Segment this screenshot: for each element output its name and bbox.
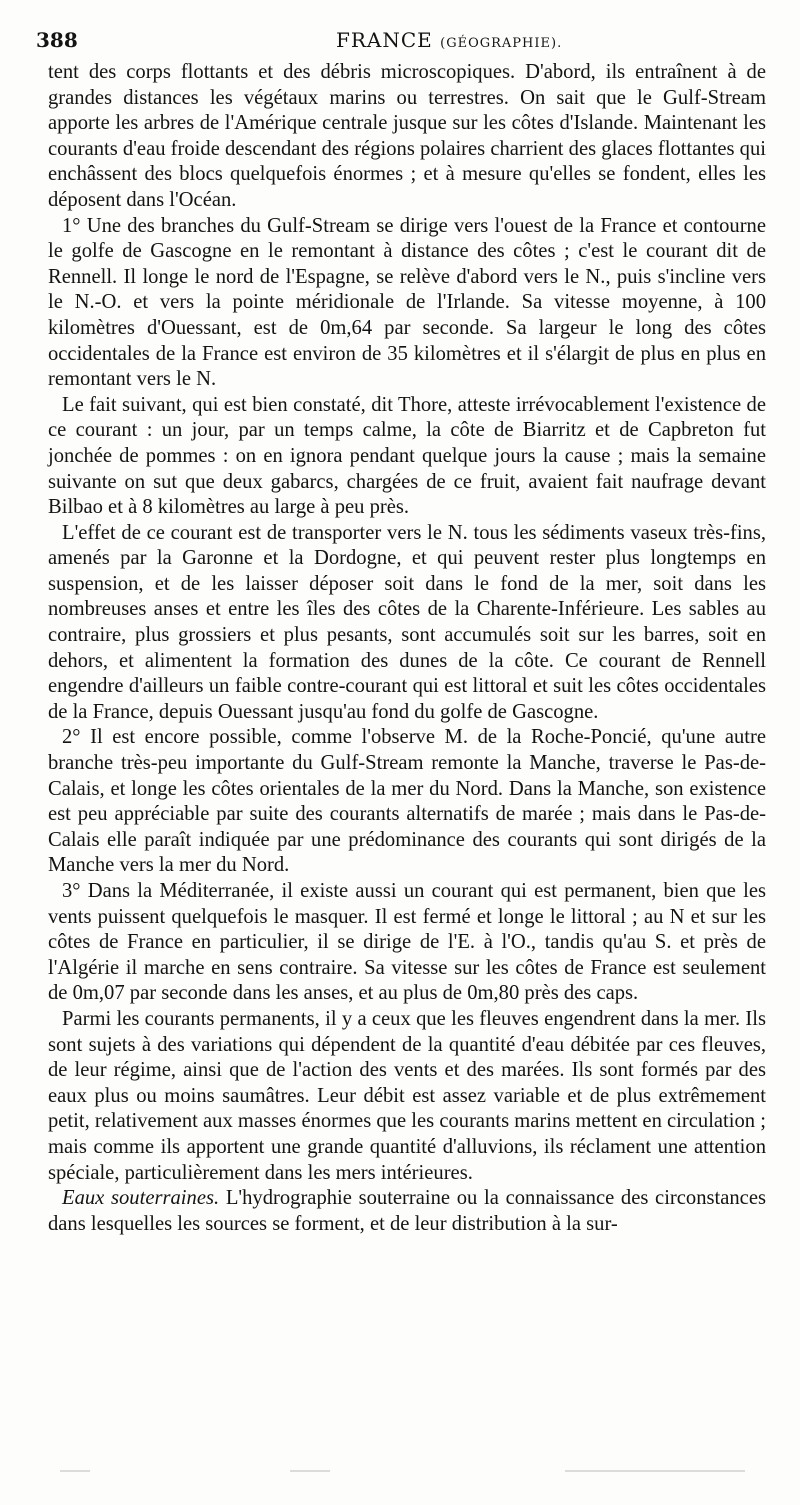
paragraph: tent des corps flottants et des débris microscopiques. D'abord, ils entraînent à de grandes distances les végétaux marins ou terrestres. On sait que le Gulf-Stream apporte les arbres de l'Amérique centrale jusque sur les côtes d'Islande. Maintenant les courants d'eau froide descendant des régions polaires charrient des glaces flottantes qui enchâssent des blocs quelquefois énormes ; et à mesure qu'elles se fondent, elles les déposent dans l'Océan. xyxy=(48,61,766,211)
scan-artifact xyxy=(60,1470,90,1472)
page-header xyxy=(36,28,766,58)
page-number: 388 xyxy=(36,28,78,52)
scan-artifact xyxy=(565,1470,745,1472)
page-body xyxy=(48,60,766,1237)
running-title-main: FRANCE xyxy=(336,28,433,52)
paragraph-text: L'hydrographie souterraine ou la connaissance des circonstances dans lesquelles les sources se forment, et de leur distribution à la sur- xyxy=(48,1187,766,1235)
paragraph: Le fait suivant, qui est bien constaté, dit Thore, atteste irrévocablement l'existence de ce courant : un jour, par un temps calme, la côte de Biarritz et de Capbreton fut jonchée de pommes : on en ignora pendant quelque jours la cause ; mais la semaine suivante on sut que deux gabarcs, chargées de ce fruit, avaient fait naufrage devant Bilbao et à 8 kilomètres au large à peu près. xyxy=(48,393,766,519)
paragraph-eaux-souterraines xyxy=(48,1186,766,1237)
section-lead: Eaux souterraines. xyxy=(62,1187,220,1210)
paragraph: L'effet de ce courant est de transporter vers le N. tous les sédiments vaseux très-fins, amenés par la Garonne et la Dordogne, et qui peuvent rester plus longtemps en suspension, et de les laisser déposer soit dans le fond de la mer, soit dans les nombreuses anses et entre les îles des côtes de la Charente-Inférieure. Les sables au contraire, plus grossiers et plus pesants, sont accumulés soit sur les barres, soit en dehors, et alimentent la formation des dunes de la côte. Ce courant de Rennell engendre d'ailleurs un faible contre-courant qui est littoral et suit les côtes occidentales de la France, depuis Ouessant jusqu'au fond du golfe de Gascogne. xyxy=(48,521,766,723)
running-title-sub: (GÉOGRAPHIE). xyxy=(440,36,563,51)
paragraph: 3° Dans la Méditerranée, il existe aussi un courant qui est permanent, bien que les vents puissent quelquefois le masquer. Il est fermé et longe le littoral ; au N et sur les côtes de France en particulier, il se dirige de l'E. à l'O., tandis qu'au S. et près de l'Algérie il marche en sens contraire. Sa vitesse sur les côtes de France est seulement de 0m,07 par seconde dans les anses, et au plus de 0m,80 près des caps. xyxy=(48,880,766,1005)
scan-artifact xyxy=(290,1470,330,1472)
running-title xyxy=(336,28,562,52)
paragraph: 2° Il est encore possible, comme l'observe M. de la Roche-Poncié, qu'une autre branche très-peu importante du Gulf-Stream remonte la Manche, traverse le Pas-de-Calais, et longe les côtes orientales de la mer du Nord. Dans la Manche, son existence est peu appréciable par suite des courants alternatifs de marée ; mais dans le Pas-de-Calais elle paraît indiquée par une prédominance des courants qui sont dirigés de la Manche vers la mer du Nord. xyxy=(48,726,766,877)
paragraph: 1° Une des branches du Gulf-Stream se dirige vers l'ouest de la France et contourne le golfe de Gascogne en le remontant à distance des côtes ; c'est le courant dit de Rennell. Il longe le nord de l'Espagne, se relève d'abord vers le N., puis s'incline vers le N.-O. et vers la pointe méridionale de l'Irlande. Sa vitesse moyenne, à 100 kilomètres d'Ouessant, est de 0m,64 par seconde. Sa largeur le long des côtes occidentales de la France est environ de 35 kilomètres et il s'élargit de plus en plus en remontant vers le N. xyxy=(48,214,766,391)
paragraph: Parmi les courants permanents, il y a ceux que les fleuves engendrent dans la mer. Ils sont sujets à des variations qui dépendent de la quantité d'eau débitée par ces fleuves, de leur régime, ainsi que de l'action des vents et des marées. Ils sont formés par des eaux plus ou moins saumâtres. Leur débit est assez variable et de plus extrêmement petit, relativement aux masses énormes que les courants marins mettent en circulation ; mais comme ils apportent une grande quantité d'alluvions, ils réclament une attention spéciale, particulièrement dans les mers intérieures. xyxy=(48,1007,766,1184)
